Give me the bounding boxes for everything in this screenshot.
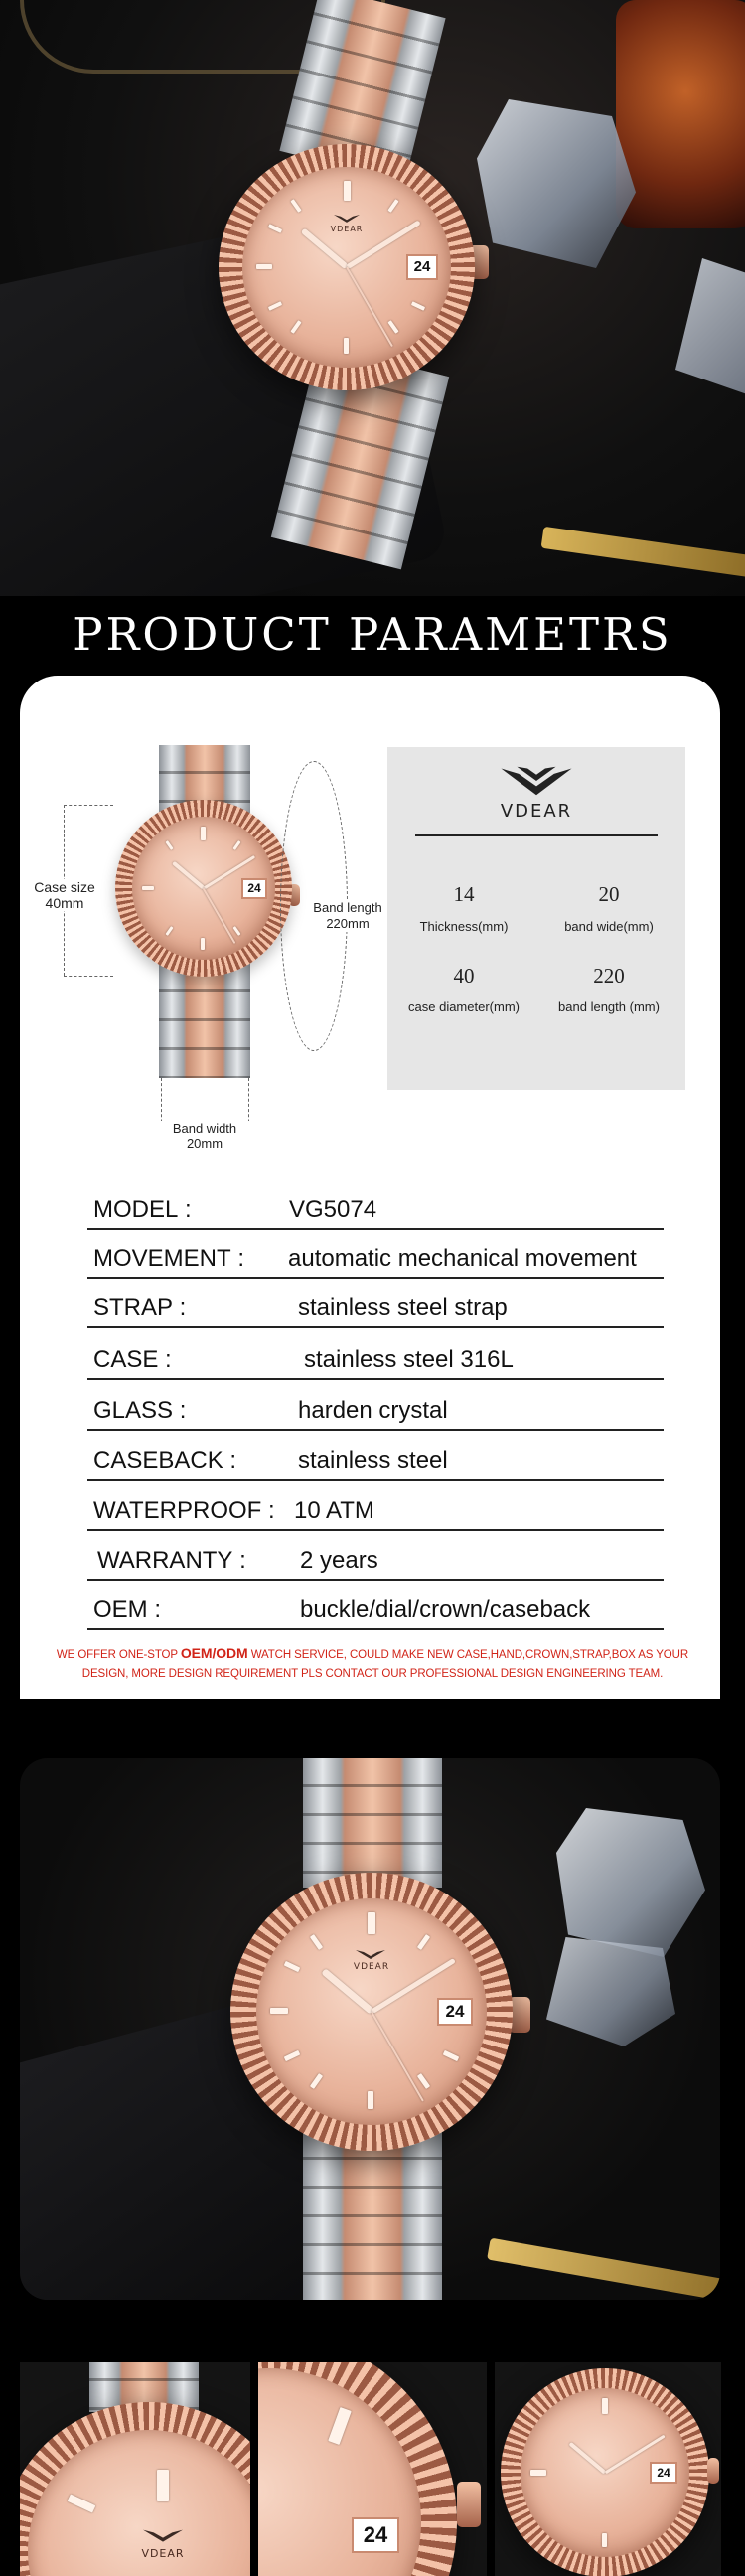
case-size-dim-line bbox=[64, 976, 113, 977]
band-length-annotation bbox=[308, 900, 387, 932]
ice-cube-decor bbox=[546, 1937, 675, 2046]
diagram-watch-dial bbox=[132, 817, 275, 960]
dial-brand-text: VDEAR bbox=[353, 1962, 390, 1972]
lifestyle-panel bbox=[20, 1758, 720, 2300]
parameters-card bbox=[20, 676, 720, 1699]
spec-band-length-value: 220 bbox=[593, 964, 625, 987]
spec-thickness-value: 14 bbox=[453, 882, 475, 906]
case-size-value: 40mm bbox=[45, 895, 84, 911]
diagram-watch-bezel bbox=[115, 800, 292, 977]
lifestyle-image-2 bbox=[0, 1699, 745, 2315]
hour-hand bbox=[301, 227, 349, 269]
spec-value: harden crystal bbox=[298, 1397, 448, 1424]
detail-thumb-date bbox=[258, 2362, 487, 2576]
date-window: 24 bbox=[650, 2462, 677, 2484]
title-band bbox=[0, 596, 745, 676]
second-hand bbox=[346, 267, 393, 348]
second-hand bbox=[371, 2012, 424, 2102]
spec-value: stainless steel bbox=[298, 1447, 448, 1474]
spec-row-movement bbox=[87, 1229, 664, 1279]
spec-value: automatic mechanical movement bbox=[288, 1245, 637, 1272]
ice-cube-decor bbox=[675, 258, 745, 397]
fountain-pen-decor bbox=[541, 527, 745, 578]
spec-row-case bbox=[87, 1330, 664, 1380]
detail-thumb-bezel bbox=[20, 2362, 250, 2576]
vdear-logo-icon bbox=[501, 765, 572, 797]
case-size-label: Case size bbox=[34, 879, 95, 895]
bracelet-top bbox=[303, 1758, 442, 1888]
band-width-annotation bbox=[157, 1121, 252, 1152]
band-width-label: Band width bbox=[172, 1121, 237, 1136]
date-window: 24 bbox=[352, 2517, 399, 2553]
hero-lifestyle-image bbox=[0, 0, 745, 596]
spec-row-strap bbox=[87, 1279, 664, 1328]
case-size-dim-line bbox=[64, 805, 113, 806]
watch-bezel bbox=[230, 1873, 513, 2151]
spec-row-warranty bbox=[87, 1531, 664, 1581]
spec-band-length-label: band length (mm) bbox=[558, 999, 660, 1014]
spec-row-waterproof bbox=[87, 1481, 664, 1531]
diagram-second-hand bbox=[203, 888, 235, 944]
bracelet-bottom bbox=[303, 2131, 442, 2300]
spec-key: MOVEMENT : bbox=[93, 1245, 245, 1272]
dial-brand-text: VDEAR bbox=[330, 225, 364, 233]
watch-dial bbox=[242, 167, 451, 368]
spec-panel-brand: VDEAR bbox=[500, 801, 573, 822]
spec-key: CASEBACK : bbox=[93, 1447, 237, 1474]
diagram-hour-hand bbox=[172, 861, 205, 890]
ice-cube-decor bbox=[556, 1808, 705, 1957]
diagram-bracelet-bottom bbox=[159, 964, 250, 1078]
band-length-label: Band length bbox=[313, 900, 382, 915]
spec-value: 10 ATM bbox=[294, 1497, 374, 1524]
notice-prefix: WE OFFER ONE-STOP bbox=[56, 1649, 181, 1661]
spec-key: CASE : bbox=[93, 1346, 172, 1373]
spec-value: VG5074 bbox=[289, 1196, 377, 1223]
spec-key: GLASS : bbox=[93, 1397, 187, 1424]
section-title: PRODUCT PARAMETRS bbox=[73, 608, 672, 661]
vdear-logo-icon bbox=[143, 2527, 183, 2543]
detail-thumb-full bbox=[495, 2362, 721, 2576]
spec-row-glass bbox=[87, 1381, 664, 1431]
case-size-annotation bbox=[32, 879, 97, 911]
band-length-value: 220mm bbox=[326, 916, 370, 931]
band-width-value: 20mm bbox=[186, 1136, 224, 1151]
notice-line2: DESIGN, MORE DESIGN REQUIREMENT PLS CONTACT OUR PROFESSIONAL DESIGN ENGINEERING TEAM. bbox=[81, 1668, 664, 1680]
spec-row-oem bbox=[87, 1581, 664, 1630]
spec-band-wide-value: 20 bbox=[598, 882, 620, 906]
notice-highlight: OEM/ODM bbox=[180, 1645, 248, 1661]
spec-panel-divider bbox=[415, 834, 658, 836]
spec-thickness-label: Thickness(mm) bbox=[419, 919, 509, 934]
spec-value: stainless steel 316L bbox=[304, 1346, 514, 1373]
diagram-date-window: 24 bbox=[241, 878, 267, 899]
spec-row-model bbox=[87, 1180, 664, 1230]
date-window: 24 bbox=[406, 254, 438, 280]
product-parameters-section bbox=[0, 676, 745, 1699]
notice-line1: WATCH SERVICE, COULD MAKE NEW CASE,HAND,CROWN,STRAP,BOX AS YOUR bbox=[247, 1649, 689, 1661]
vdear-logo-icon bbox=[334, 213, 360, 224]
spec-value: 2 years bbox=[300, 1547, 378, 1574]
oem-service-notice bbox=[35, 1644, 710, 1684]
spec-value: stainless steel strap bbox=[298, 1294, 508, 1321]
dial-brand-text: VDEAR bbox=[141, 2547, 185, 2560]
watch-bezel bbox=[219, 144, 475, 390]
watch-dial bbox=[256, 1898, 487, 2125]
spec-key: STRAP : bbox=[93, 1294, 187, 1321]
spec-value: buckle/dial/crown/caseback bbox=[300, 1596, 591, 1623]
spec-key: WATERPROOF : bbox=[93, 1497, 275, 1524]
spec-summary-panel bbox=[387, 747, 685, 1090]
ice-cube-decor bbox=[477, 99, 636, 268]
spec-case-diameter-value: 40 bbox=[453, 964, 475, 987]
hour-hand bbox=[321, 1968, 374, 2015]
spec-key: WARRANTY : bbox=[97, 1547, 246, 1574]
detail-thumbnails bbox=[0, 2315, 745, 2576]
date-window: 24 bbox=[437, 1998, 473, 2026]
amber-glass-decor bbox=[616, 0, 745, 228]
spec-band-wide-label: band wide(mm) bbox=[564, 919, 654, 934]
spec-case-diameter-label: case diameter(mm) bbox=[408, 999, 520, 1014]
spec-row-caseback bbox=[87, 1432, 664, 1481]
fountain-pen-decor bbox=[487, 2238, 720, 2300]
spec-key: OEM : bbox=[93, 1596, 162, 1623]
spec-key: MODEL : bbox=[93, 1196, 192, 1223]
vdear-logo-icon bbox=[356, 1948, 385, 1960]
